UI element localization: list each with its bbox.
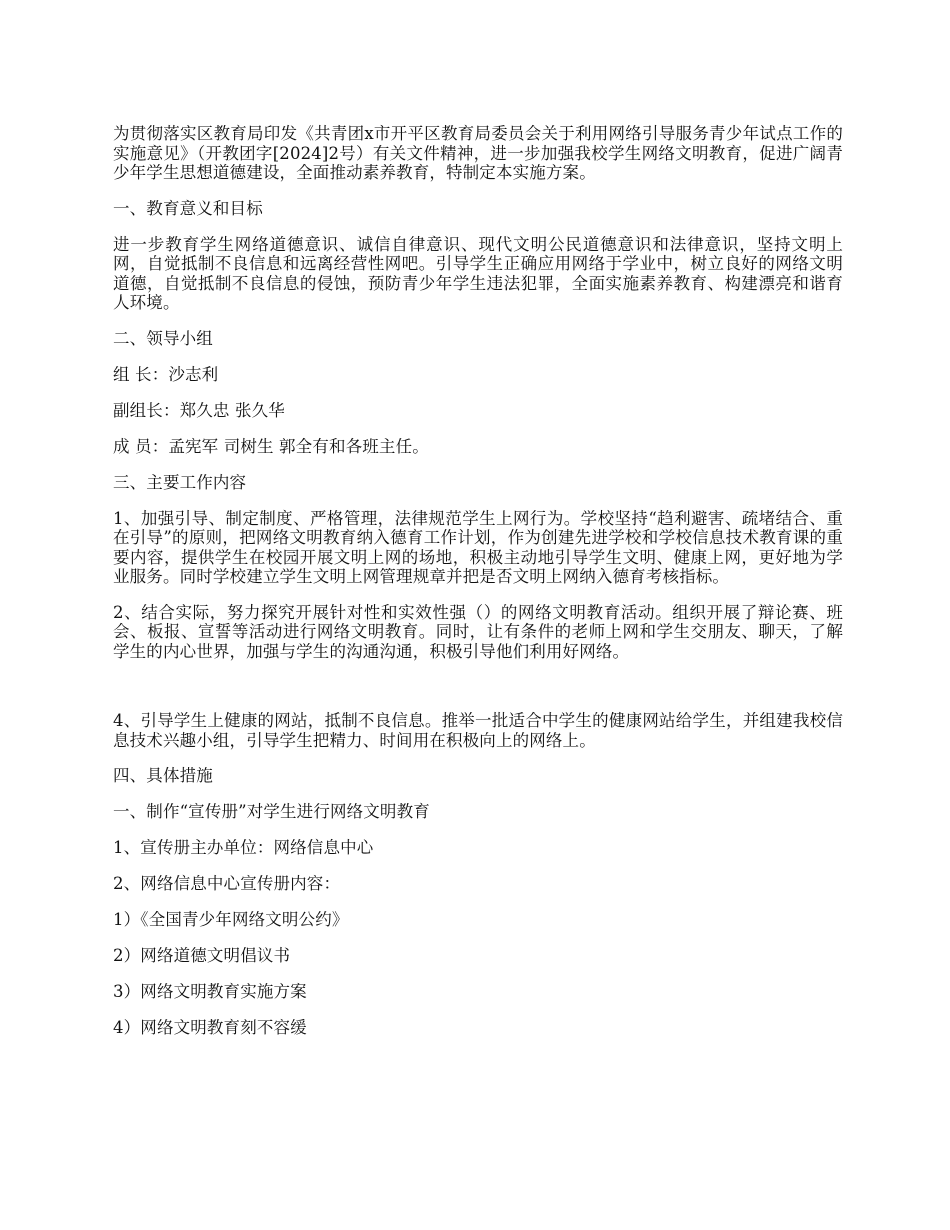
blank-gap (113, 677, 843, 711)
measure-item-1: 1、宣传册主办单位：网络信息中心 (113, 838, 374, 857)
goals-paragraph: 进一步教育学生网络道德意识、诚信自律意识、现代文明公民道德意识和法律意识，坚持文明上网，自觉抵制不良信息和远离经营性网吧。引导学生正确应用网络于学业中，树立良好的网络文明道德，自觉抵制不良信息的侵蚀，预防青少年学生违法犯罪，全面实施素养教育、构建漂亮和谐育人环境。 (113, 234, 843, 312)
brochure-content-4: 4）网络文明教育刻不容缓 (113, 1018, 307, 1037)
members-line: 成 员：孟宪军 司树生 郭全有和各班主任。 (113, 436, 429, 456)
section-heading-leadership: 二、领导小组 (113, 328, 213, 348)
work-item-4: 4、引导学生上健康的网站，抵制不良信息。推举一批适合中学生的健康网站给学生，并组建我校信息技术兴趣小组，引导学生把精力、时间用在积极向上的网络上。 (113, 711, 843, 750)
section-heading-measures: 四、具体措施 (113, 766, 213, 785)
measure-item-2: 2、网络信息中心宣传册内容： (113, 874, 341, 893)
document-body (113, 124, 843, 1054)
work-item-1: 1、加强引导、制定制度、严格管理，法律规范学生上网行为。学校坚持“趋利避害、疏堵结合、重在引导”的原则，把网络文明教育纳入德育工作计划，作为创建先进学校和学校信息技术教育课的重要内容，提供学生在校园开展文明上网的场地，积极主动地引导学生文明、健康上网，更好地为学业服务。同时学校建立学生文明上网管理规章并把是否文明上网纳入德育考核指标。 (113, 508, 843, 586)
section-heading-goals: 一、教育意义和目标 (113, 198, 263, 218)
brochure-content-1: 1）《全国青少年网络文明公约》 (113, 910, 349, 929)
measure-heading-brochure: 一、制作“宣传册”对学生进行网络文明教育 (113, 802, 430, 821)
vice-leader-line: 副组长：郑久忠 张久华 (113, 400, 285, 420)
brochure-content-2: 2）网络道德文明倡议书 (113, 946, 291, 965)
intro-paragraph: 为贯彻落实区教育局印发《共青团x市开平区教育局委员会关于利用网络引导服务青少年试点工作的实施意见》（开教团字[2024]2号）有关文件精神，进一步加强我校学生网络文明教育，促进广阔青少年学生思想道德建设，全面推动素养教育，特制定本实施方案。 (113, 124, 843, 182)
section-heading-work: 三、主要工作内容 (113, 472, 247, 492)
brochure-content-3: 3）网络文明教育实施方案 (113, 982, 307, 1001)
work-item-2: 2、结合实际，努力探究开展针对性和实效性强（）的网络文明教育活动。组织开展了辩论赛、班会、板报、宣誓等活动进行网络文明教育。同时，让有条件的老师上网和学生交朋友、聊天，了解学生的内心世界，加强与学生的沟通沟通，积极引导他们利用好网络。 (113, 602, 843, 661)
leader-line: 组 长：沙志利 (113, 364, 219, 384)
